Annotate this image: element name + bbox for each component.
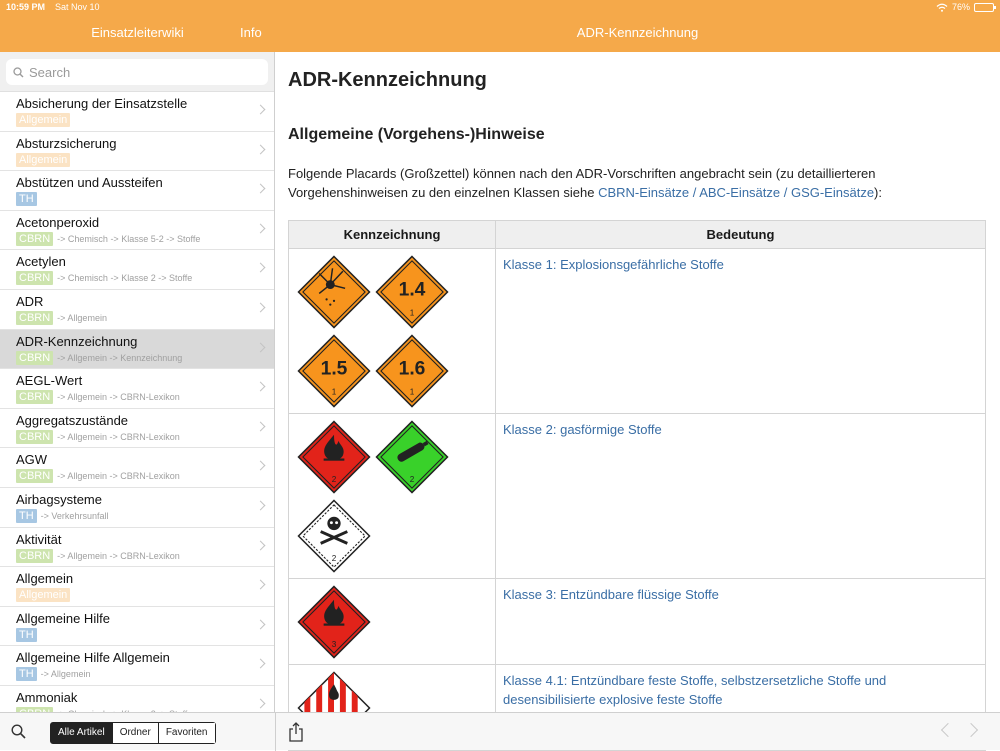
category-path: -> Allgemein -> CBRN-Lexikon	[57, 550, 180, 561]
adr-table	[288, 220, 986, 751]
category-path: -> Allgemein	[40, 669, 91, 680]
share-icon[interactable]	[288, 722, 304, 742]
section-heading: Allgemeine (Vorgehens-)Hinweise	[288, 126, 545, 143]
status-date: Sat Nov 10	[55, 2, 100, 12]
category-path: -> Chemisch -> Klasse 5-2 -> Stoffe	[57, 233, 201, 244]
meaning-cell	[496, 579, 986, 665]
article-content	[276, 52, 1000, 712]
category-badge: TH	[16, 509, 37, 523]
class-link[interactable]: Klasse 1: Explosionsgefährliche Stoffe	[503, 257, 724, 272]
list-item[interactable]	[0, 528, 274, 568]
svg-text:3: 3	[331, 640, 337, 650]
segment-favorites[interactable]: Favoriten	[158, 723, 215, 743]
battery-icon	[974, 3, 994, 12]
flammable-liquid-placard-icon	[297, 585, 371, 659]
class-link[interactable]: Klasse 4.1: Entzündbare feste Stoffe, selbstzersetzliche Stoffe und desensibilisierte explosive feste Stoffe	[503, 673, 887, 707]
list-item-meta	[16, 192, 248, 206]
status-time: 10:59 PM	[6, 2, 46, 12]
meaning-cell	[496, 414, 986, 579]
list-item-title: Aggregatszustände	[16, 412, 129, 428]
category-path: -> Allgemein	[57, 312, 107, 323]
category-path: -> Allgemein -> CBRN-Lexikon	[57, 392, 180, 403]
chevron-right-icon	[256, 263, 266, 273]
meaning-cell	[496, 249, 986, 414]
list-item-meta	[16, 390, 248, 404]
list-item-meta	[16, 628, 248, 642]
search-placeholder: Search	[29, 64, 71, 80]
category-path: -> Allgemein -> Kennzeichnung	[57, 352, 183, 363]
category-badge: CBRN	[16, 469, 53, 483]
list-item-meta	[16, 549, 248, 563]
list-item[interactable]	[0, 567, 274, 607]
list-item-title: Aktivität	[16, 531, 62, 547]
category-path: -> Allgemein -> CBRN-Lexikon	[57, 431, 180, 442]
list-item[interactable]	[0, 330, 274, 370]
list-item[interactable]	[0, 607, 274, 647]
list-item-title: Acetylen	[16, 254, 66, 270]
chevron-right-icon	[256, 223, 266, 233]
category-badge: CBRN	[16, 271, 53, 285]
search-icon[interactable]	[11, 724, 26, 739]
category-badge: CBRN	[16, 351, 53, 365]
list-item-title: Airbagsysteme	[16, 491, 102, 507]
list-item-meta	[16, 113, 248, 127]
list-item-meta	[16, 232, 248, 246]
category-badge: TH	[16, 192, 37, 206]
list-item-meta	[16, 430, 248, 444]
search-icon	[13, 67, 24, 78]
info-button[interactable]: Info	[240, 25, 262, 40]
segment-all-articles[interactable]: Alle Artikel	[51, 723, 112, 743]
category-badge: CBRN	[16, 311, 53, 325]
chevron-right-icon	[256, 619, 266, 629]
list-item-title: ADR	[16, 293, 44, 309]
list-item[interactable]	[0, 369, 274, 409]
placard-1-4-icon	[375, 255, 449, 329]
list-item-title: Absicherung der Einsatzstelle	[16, 96, 188, 111]
category-badge: CBRN	[16, 430, 53, 444]
list-item-meta	[16, 469, 248, 483]
list-item-meta	[16, 351, 248, 365]
svg-text:1: 1	[409, 308, 415, 318]
sidebar-title: Einsatzleiterwiki	[91, 25, 184, 40]
category-badge: Allgemein	[16, 153, 70, 167]
flammable-gas-placard-icon	[297, 420, 371, 494]
list-item[interactable]	[0, 448, 274, 488]
svg-text:1: 1	[409, 387, 415, 397]
chevron-right-icon	[256, 105, 266, 115]
toolbar-divider	[275, 713, 276, 751]
article-list	[0, 92, 274, 726]
placard-1-6-icon	[375, 334, 449, 408]
category-badge: Allgemein	[16, 113, 70, 127]
search-input[interactable]	[6, 59, 268, 85]
svg-text:2: 2	[409, 475, 415, 485]
list-item-meta	[16, 667, 248, 681]
svg-text:2: 2	[331, 554, 337, 564]
category-badge: CBRN	[16, 390, 53, 404]
category-badge: CBRN	[16, 549, 53, 563]
chevron-right-icon	[256, 580, 266, 590]
list-item[interactable]	[0, 409, 274, 449]
list-item-title: Allgemein	[16, 571, 74, 587]
list-item[interactable]	[0, 171, 274, 211]
chevron-right-icon	[256, 382, 266, 392]
list-item[interactable]	[0, 92, 274, 132]
list-item-meta	[16, 271, 248, 285]
list-item-title: Absturzsicherung	[16, 135, 117, 151]
intro-paragraph	[288, 164, 988, 202]
category-path: -> Allgemein -> CBRN-Lexikon	[57, 471, 180, 482]
list-item-title: Ammoniak	[16, 689, 78, 705]
chevron-right-icon	[256, 461, 266, 471]
toxic-gas-placard-icon	[297, 499, 371, 573]
forward-chevron-icon[interactable]	[964, 723, 978, 737]
list-item-title: Allgemeine Hilfe Allgemein	[16, 650, 170, 666]
placard-1-5-icon	[297, 334, 371, 408]
list-item-meta	[16, 509, 248, 523]
table-row	[289, 414, 986, 579]
wifi-icon	[936, 3, 948, 12]
class-link[interactable]: Klasse 2: gasförmige Stoffe	[503, 422, 662, 437]
list-item[interactable]	[0, 290, 274, 330]
category-path: -> Verkehrsunfall	[40, 510, 109, 521]
svg-text:1.6: 1.6	[398, 358, 426, 380]
intro-end: ):	[874, 185, 882, 200]
list-filter-segmented	[50, 722, 216, 744]
col-kennzeichnung: Kennzeichnung	[289, 221, 496, 249]
class-link[interactable]: Klasse 3: Entzündbare flüssige Stoffe	[503, 587, 719, 602]
svg-text:2: 2	[331, 475, 337, 485]
category-badge: Allgemein	[16, 588, 70, 602]
list-item[interactable]	[0, 250, 274, 290]
segment-folder[interactable]: Ordner	[112, 723, 158, 743]
navigation-bar	[0, 14, 1000, 52]
chevron-right-icon	[256, 303, 266, 313]
list-item-meta	[16, 153, 248, 167]
list-item-meta	[16, 311, 248, 325]
cbrn-link[interactable]: CBRN-Einsätze / ABC-Einsätze / GSG-Einsätze	[598, 185, 875, 200]
gas-cylinder-placard-icon	[375, 420, 449, 494]
intro-text: Folgende Placards (Großzettel) können nach den ADR-Vorschriften angebracht sein (zu detaillierteren Vorgehenshinweisen zu den einzelnen Klassen siehe	[288, 166, 876, 200]
list-item-title: Allgemeine Hilfe	[16, 610, 110, 626]
list-item-title: Abstützen und Aussteifen	[16, 175, 163, 191]
explosive-placard-icon	[297, 255, 371, 329]
status-bar	[0, 0, 1000, 14]
list-item-title: ADR-Kennzeichnung	[16, 333, 138, 349]
status-right	[936, 2, 994, 12]
chevron-right-icon	[256, 698, 266, 708]
category-badge: TH	[16, 667, 37, 681]
article-title: ADR-Kennzeichnung	[288, 69, 487, 91]
list-item[interactable]	[0, 646, 274, 686]
sidebar	[0, 52, 275, 712]
placard-cell	[289, 579, 496, 665]
table-row	[289, 579, 986, 665]
table-row	[289, 249, 986, 414]
chevron-right-icon	[256, 184, 266, 194]
chevron-right-icon	[256, 342, 266, 352]
col-bedeutung: Bedeutung	[496, 221, 986, 249]
chevron-right-icon	[256, 500, 266, 510]
list-item-meta	[16, 588, 248, 602]
list-item-title: AGW	[16, 452, 48, 468]
svg-text:1: 1	[331, 387, 337, 397]
list-item-title: AEGL-Wert	[16, 373, 83, 389]
search-bar	[0, 52, 274, 92]
svg-text:1.5: 1.5	[320, 358, 348, 380]
back-chevron-icon[interactable]	[941, 723, 955, 737]
chevron-right-icon	[256, 421, 266, 431]
category-badge: TH	[16, 628, 37, 642]
chevron-right-icon	[256, 144, 266, 154]
battery-percent: 76%	[951, 2, 970, 12]
chevron-right-icon	[256, 659, 266, 669]
placard-cell	[289, 249, 496, 414]
category-path: -> Chemisch -> Klasse 2 -> Stoffe	[57, 273, 193, 284]
list-item[interactable]	[0, 132, 274, 172]
chevron-right-icon	[256, 540, 266, 550]
category-badge: CBRN	[16, 232, 53, 246]
detail-title: ADR-Kennzeichnung	[576, 25, 699, 40]
list-item-title: Acetonperoxid	[16, 214, 100, 230]
placard-cell	[289, 414, 496, 579]
list-item[interactable]	[0, 211, 274, 251]
list-item[interactable]	[0, 488, 274, 528]
bottom-toolbar	[0, 712, 1000, 750]
svg-text:1.4: 1.4	[398, 279, 426, 301]
